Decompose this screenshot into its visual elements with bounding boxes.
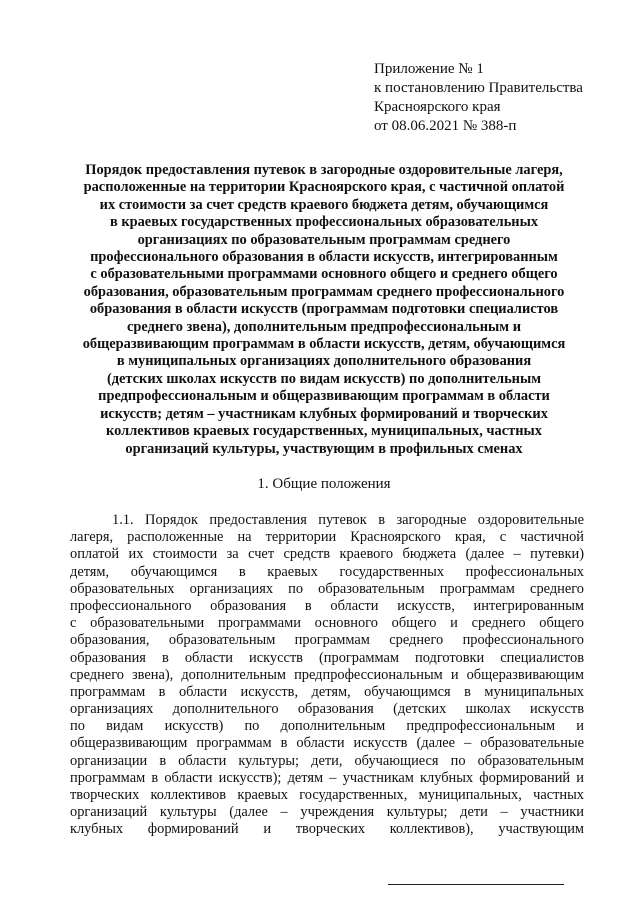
title-line: (детских школах искусств по видам искусств) по дополнительным xyxy=(106,370,542,387)
title-line: их стоимости за счет средств краевого бюджета детям, обучающимся xyxy=(99,196,549,213)
appendix-line: Приложение № 1 xyxy=(374,61,484,77)
body-line: творческих коллективов краевых государственных, муниципальных, частных xyxy=(70,787,584,803)
title-line: с образовательными программами основного общего и среднего общего xyxy=(90,266,558,283)
body-line: с образовательными программами основного общего и среднего общего xyxy=(70,615,584,632)
body-line: организации в области культуры; дети, обучающиеся по образовательным xyxy=(70,752,584,769)
body-line: общеразвивающим программам в области искусств (далее – образовательные xyxy=(70,735,584,752)
title-line: предпрофессиональным и общеразвивающим программам в области xyxy=(98,388,550,405)
footnote-rule xyxy=(388,884,564,885)
body-line: среднего звена), дополнительным предпрофессиональным и общеразвивающим xyxy=(70,666,584,683)
appendix-line: к постановлению Правительства xyxy=(374,80,583,96)
body-line: организациях дополнительного образования (детских школах искусств xyxy=(70,701,584,718)
title-line: среднего звена), дополнительным предпрофессиональным и xyxy=(127,318,521,335)
body-line: оплатой их стоимости за счет средств краевого бюджета (далее – путевки) xyxy=(70,546,584,563)
body-line: по видам искусств) по дополнительным предпрофессиональным и xyxy=(70,718,584,735)
title-line: образования в области искусств (программам подготовки специалистов xyxy=(89,301,559,318)
body-line: профессионального образования в области искусств, интегрированным xyxy=(70,597,584,614)
appendix-block xyxy=(374,60,624,136)
body-line: клубных формирований и творческих коллективов), участвующим xyxy=(70,821,584,838)
title-line: профессионального образования в области искусств, интегрированным xyxy=(90,249,558,266)
title-line: образования, образовательным программам среднего профессионального xyxy=(83,283,565,300)
body-paragraph xyxy=(70,512,584,839)
title-line: коллективов краевых государственных, муниципальных, частных xyxy=(106,423,542,440)
body-line: программам в области искусств); детям – участникам клубных формирований и xyxy=(70,769,584,786)
body-line: 1.1. Порядок предоставления путевок в загородные оздоровительные xyxy=(112,512,584,528)
title-line: организациях по образовательным программам среднего xyxy=(137,231,511,248)
appendix-line: от 08.06.2021 № 388-п xyxy=(374,118,517,134)
body-line: лагеря, расположенные на территории Красноярского края, с частичной xyxy=(70,529,584,546)
title-line: в краевых государственных профессиональных образовательных xyxy=(109,214,539,231)
title-line: организаций культуры, участвующим в профильных сменах xyxy=(125,440,523,457)
body-line: организаций культуры (далее – учреждения культуры; дети – участники xyxy=(70,804,584,821)
title-line: в муниципальных организациях дополнительного образования xyxy=(116,353,532,370)
body-line: образования, образовательным программам среднего профессионального xyxy=(70,632,584,649)
title-line: общеразвивающим программам в области искусств, детям, обучающимся xyxy=(82,336,566,353)
title-line: искусств; детям – участникам клубных формирований и творческих xyxy=(100,405,548,422)
body-line: образования в области искусств (программам подготовки специалистов xyxy=(70,649,584,666)
body-line: образовательных организациях по образовательным программам среднего xyxy=(70,580,584,597)
body-line: детям, обучающимся в краевых государственных профессиональных xyxy=(70,563,584,580)
section-heading: 1. Общие положения xyxy=(257,476,391,492)
appendix-line: Красноярского края xyxy=(374,99,501,115)
title-line: расположенные на территории Красноярского края, с частичной оплатой xyxy=(83,179,565,196)
title-line: Порядок предоставления путевок в загородные оздоровительные лагеря, xyxy=(85,162,563,178)
body-line: программам в области искусств, детям, обучающимся в муниципальных xyxy=(70,683,584,700)
document-title xyxy=(64,162,584,458)
